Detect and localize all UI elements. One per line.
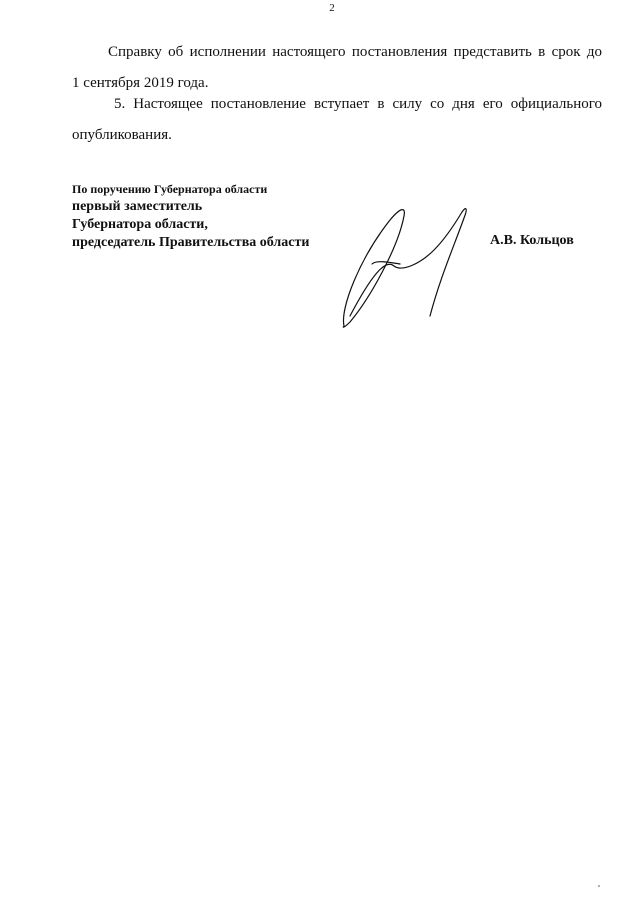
signatory-line-3: Губернатора области, bbox=[72, 217, 208, 232]
scan-speck bbox=[598, 885, 600, 887]
signatory-line-2: первый заместитель bbox=[72, 199, 203, 214]
signatory-line-1: По поручению Губернатора области bbox=[72, 182, 268, 196]
report-paragraph-line-1: Справку об исполнении настоящего постановления представить в срок до bbox=[108, 44, 602, 60]
signatory-line-4: председатель Правительства области bbox=[72, 235, 310, 250]
clause-5-line-2: опубликования. bbox=[72, 127, 172, 143]
handwritten-signature bbox=[330, 198, 490, 338]
report-paragraph-line-2: 1 сентября 2019 года. bbox=[72, 75, 209, 91]
clause-5-line-1: 5. Настоящее постановление вступает в силу со дня его официального bbox=[114, 96, 602, 112]
signatory-block bbox=[72, 180, 309, 252]
page-number: 2 bbox=[329, 2, 335, 14]
clause-5-paragraph bbox=[72, 89, 602, 151]
signer-name: А.В. Кольцов bbox=[490, 233, 574, 248]
